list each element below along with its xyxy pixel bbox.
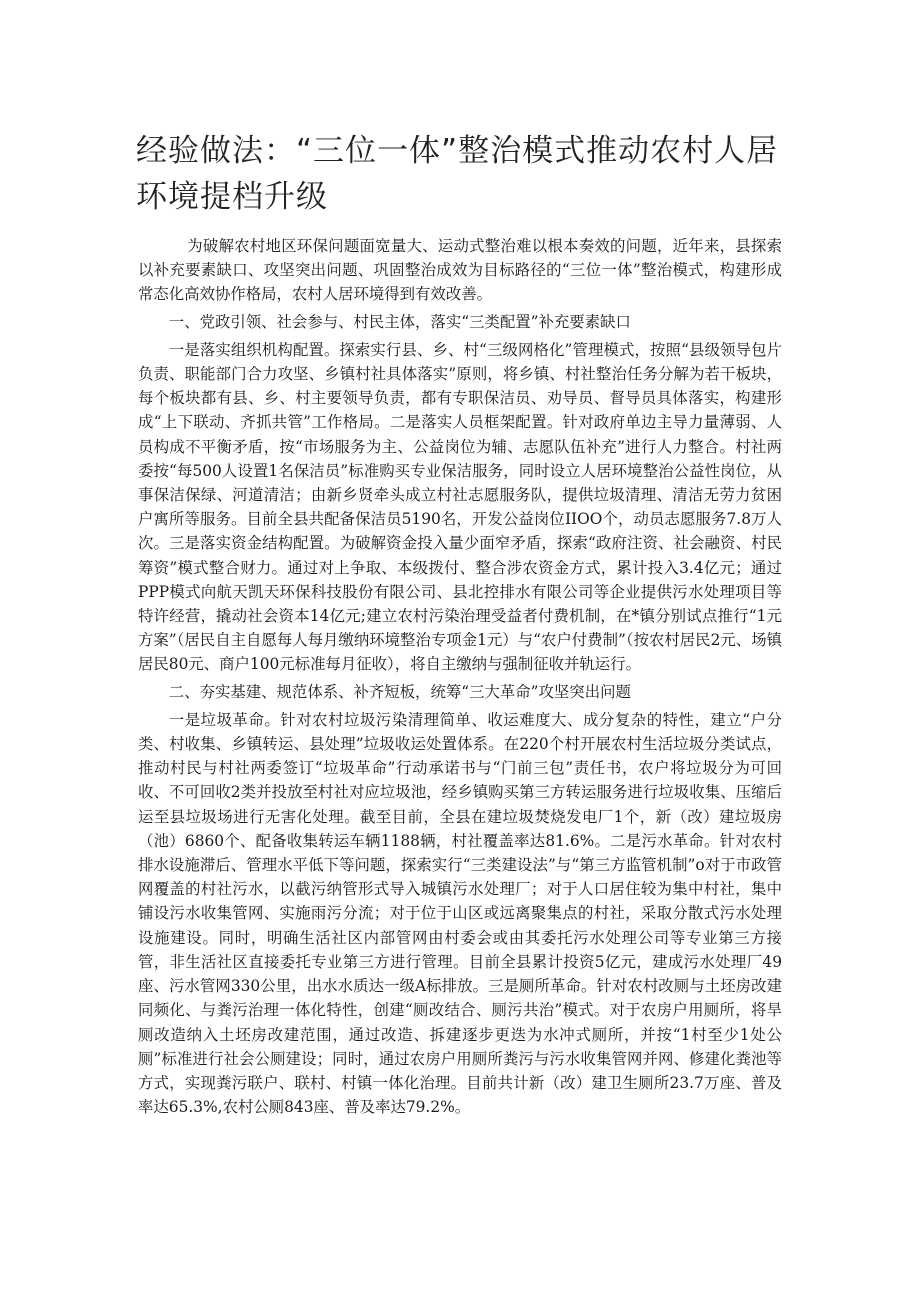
document-body (138, 234, 782, 1121)
section-1-paragraph: 一是落实组织机构配置。探索实行县、乡、村“三级网格化”管理模式，按照“县级领导包片负责、职能部门合力攻坚、乡镇村社具体落实”原则，将乡镇、村社整治任务分解为若干板块，每个板块都有县、乡、村主要领导负责，都有专职保洁员、劝导员、督导员具体落实，构建形成“上下联动、齐抓共管”工作格局。二是落实人员框架配置。针对政府单边主导力量薄弱、人员构成不平衡矛盾，按“市场服务为主、公益岗位为辅、志愿队伍补充”进行人力整合。村社两委按“每500人设置1名保洁员”标准购买专业保洁服务，同时设立人居环境整治公益性岗位，从事保洁保绿、河道清洁；由新乡贤牵头成立村社志愿服务队，提供垃圾清理、清洁无劳力贫困户寓所等服务。目前全县共配备保洁员5190名，开发公益岗位IIOO个，动员志愿服务7.8万人次。三是落实资金结构配置。为破解资金投入量少面窄矛盾，探索“政府注资、社会融资、村民筹资”模式整合财力。通过对上争取、本级拨付、整合涉农资金方式，累计投入3.4亿元；通过PPP模式向航天凯天环保科技股份有限公司、县北控排水有限公司等企业提供污水处理项目等特许经营，撬动社会资本14亿元;建立农村污染治理受益者付费机制，在*镇分别试点推行“1元方案”（居民自主自愿每人每月缴纳环境整治专项金1元）与“农户付费制”（按农村居民2元、场镇居民80元、商户100元标准每月征收），将自主缴纳与强制征收并轨运行。 (138, 340, 782, 674)
section-1-heading: 一、党政引领、社会参与、村民主体，落实“三类配置”补充要素缺口 (168, 312, 631, 331)
intro-paragraph: 为破解农村地区环保问题面宽量大、运动式整治难以根本奏效的问题，近年来，县探索以补充要素缺口、攻坚突出问题、巩固整治成效为目标路径的“三位一体”整治模式，构建形成常态化高效协作格局，农村人居环境得到有效改善。 (138, 237, 782, 304)
section-2-paragraph: 一是垃圾革命。针对农村垃圾污染清理简单、收运难度大、成分复杂的特性，建立“户分类、村收集、乡镇转运、县处理”垃圾收运处置体系。在220个村开展农村生活垃圾分类试点，推动村民与村社两委签订“垃圾革命”行动承诺书与“门前三包”责任书，农户将垃圾分为可回收、不可回收2类并投放至村社对应垃圾池，经乡镇购买第三方转运服务进行垃圾收集、压缩后运至县垃圾场进行无害化处理。截至目前，全县在建垃圾焚烧发电厂1个，新（改）建垃圾房（池）6860个、配备收集转运车辆1188辆，村社覆盖率达81.6%。二是污水革命。针对农村排水设施滞后、管理水平低下等问题，探索实行“三类建设法”与“第三方监管机制”o对于市政管网覆盖的村社污水，以截污纳管形式导入城镇污水处理厂；对于人口居住较为集中村社，集中铺设污水收集管网、实施雨污分流；对于位于山区或远离聚集点的村社，采取分散式污水处理设施建设。同时，明确生活社区内部管网由村委会或由其委托污水处理公司等专业第三方接管，非生活社区直接委托专业第三方进行管理。目前全县累计投资5亿元，建成污水处理厂49座、污水管网330公里，出水水质达一级A标排放。三是厕所革命。针对农村改厕与土坯房改建同频化、与粪污治理一体化特性，创建“厕改结合、厕污共治”模式。对于农房户用厕所，将旱厕改造纳入土坯房改建范围，通过改造、拆建逐步更迭为水冲式厕所，并按“1村至少1处公厕”标准进行社会公厕建设；同时，通过农房户用厕所粪污与污水收集管网并网、修建化粪池等方式，实现粪污联户、联村、村镇一体化治理。目前共计新（改）建卫生厕所23.7万座、普及率达65.3%,农村公厕843座、普及率达79.2%。 (138, 710, 782, 1117)
document-title: 经验做法：“三位一体”整治模式推动农村人居环境提档升级 (136, 133, 779, 215)
section-2-heading: 二、夯实基建、规范体系、补齐短板，统筹“三大革命”攻坚突出问题 (168, 682, 631, 701)
